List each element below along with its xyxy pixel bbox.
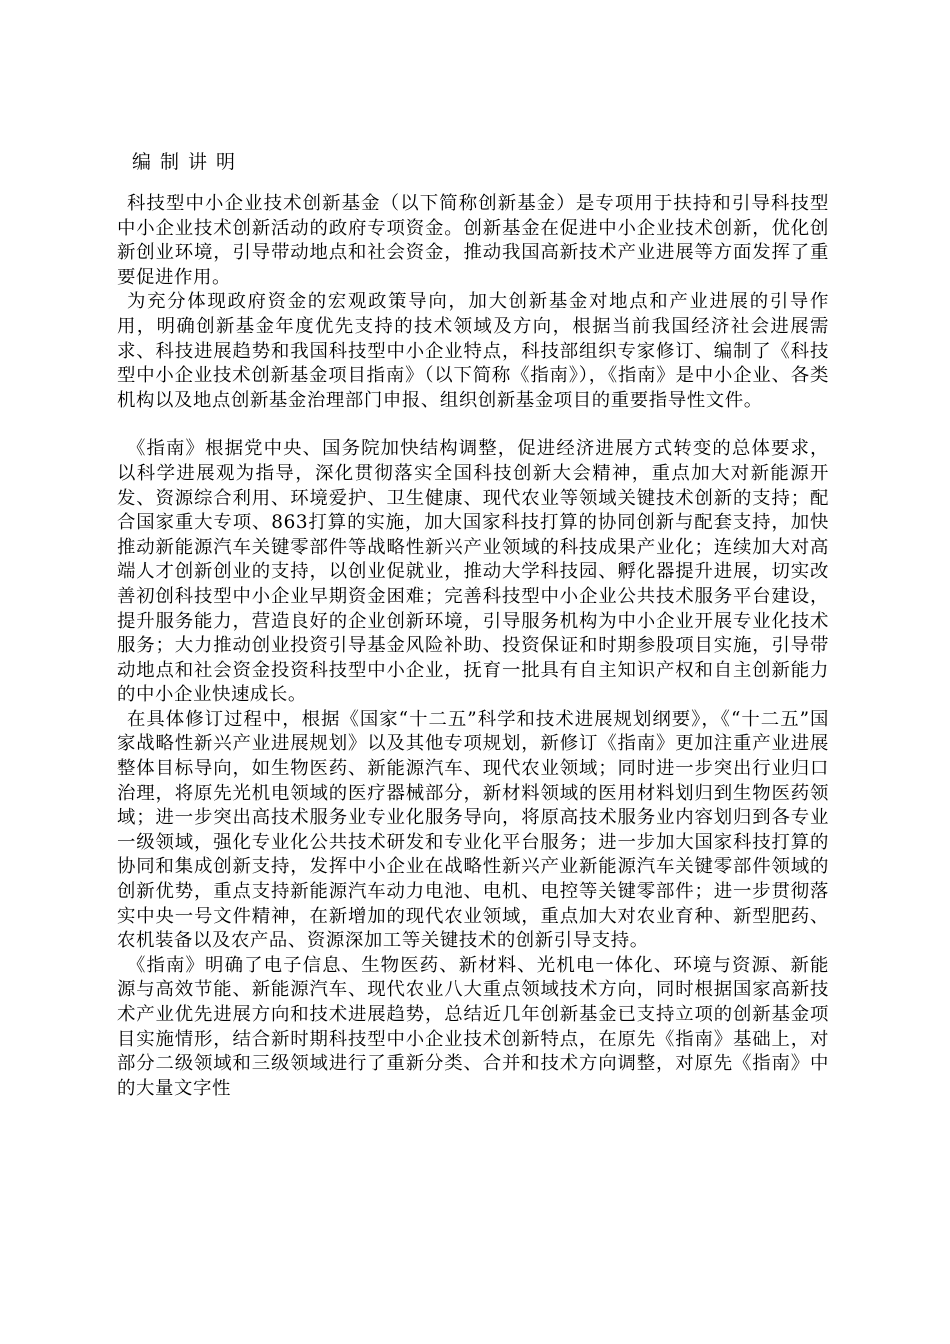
paragraph-5: [117, 954, 829, 1102]
paragraph-gap: [117, 413, 829, 437]
paragraph-1-text: 科技型中小企业技术创新基金（以下简称创新基金）是专项用于扶持和引导科技型中小企业技术创新活动的政府专项资金。创新基金在促进中小企业技术创新，优化创新创业环境，引导带动地点和社会资金，推动我国高新技术产业进展等方面发挥了重要促进作用。: [117, 193, 829, 288]
document-heading: 编制讲明: [132, 151, 245, 173]
paragraph-3-text: 《指南》根据党中央、国务院加快结构调整，促进经济进展方式转变的总体要求，以科学进展观为指导，深化贯彻落实全国科技创新大会精神，重点加大对新能源开发、资源综合利用、环境爱护、卫生健康、现代农业等领域关键技术创新的支持；配合国家重大专项、863打算的实施，加大国家科技打算的协同创新与配套支持，加快推动新能源汽车关键零部件等战略性新兴产业领域的科技成果产业化；连续加大对高端人才创新创业的支持，以创业促就业，推动大学科技园、孵化器提升进展，切实改善初创科技型中小企业早期资金困难；完善科技型中小企业公共技术服务平台建设，提升服务能力，营造良好的企业创新环境，引导服务机构为中小企业开展专业化技术服务；大力推动创业投资引导基金风险补助、投资保证和时期参股项目实施，引导带动地点和社会资金投资科技型中小企业，抚育一批具有自主知识产权和自主创新能力的中小企业快速成长。: [117, 438, 829, 706]
paragraph-2: [117, 290, 829, 413]
paragraph-1: [117, 192, 829, 290]
paragraph-2-text: 为充分体现政府资金的宏观政策导向，加大创新基金对地点和产业进展的引导作用，明确创新基金年度优先支持的技术领域及方向，根据当前我国经济社会进展需求、科技进展趋势和我国科技型中小企业特点，科技部组织专家修订、编制了《科技型中小企业技术创新基金项目指南》（以下简称《指南》），《指南》是中小企业、各类机构以及地点创新基金治理部门申报、组织创新基金项目的重要指导性文件。: [117, 291, 829, 411]
paragraph-5-text: 《指南》明确了电子信息、生物医药、新材料、光机电一体化、环境与资源、新能源与高效节能、新能源汽车、现代农业八大重点领域技术方向，同时根据国家高新技术产业优先进展方向和技术进展趋势，总结近几年创新基金已支持立项的创新基金项目实施情形，结合新时期科技型中小企业技术创新特点，在原先《指南》基础上，对部分二级领域和三级领域进行了重新分类、合并和技术方向调整，对原先《指南》中的大量文字性: [117, 954, 829, 1099]
document-page: [117, 148, 829, 1101]
paragraph-4-text: 在具体修订过程中，根据《国家“十二五”科学和技术进展规划纲要》，《“十二五”国家战略性新兴产业进展规划》以及其他专项规划，新修订《指南》更加注重产业进展整体目标导向，如生物医药、新能源汽车、现代农业领域；同时进一步突出行业归口治理，将原先光机电领域的医疗器械部分，新材料领域的医用材料划归到生物医药领域；进一步突出高技术服务业专业化服务导向，将原高技术服务业内容划归到各专业一级领域，强化专业化公共技术研发和专业化平台服务；进一步加大国家科技打算的协同和集成创新支持，发挥中小企业在战略性新兴产业新能源汽车关键零部件领域的创新优势，重点支持新能源汽车动力电池、电机、电控等关键零部件；进一步贯彻落实中央一号文件精神，在新增加的现代农业领域，重点加大对农业育种、新型肥药、农机装备以及农产品、资源深加工等关键技术的创新引导支持。: [117, 708, 829, 952]
paragraph-3: [117, 437, 829, 708]
paragraph-4: [117, 708, 829, 954]
